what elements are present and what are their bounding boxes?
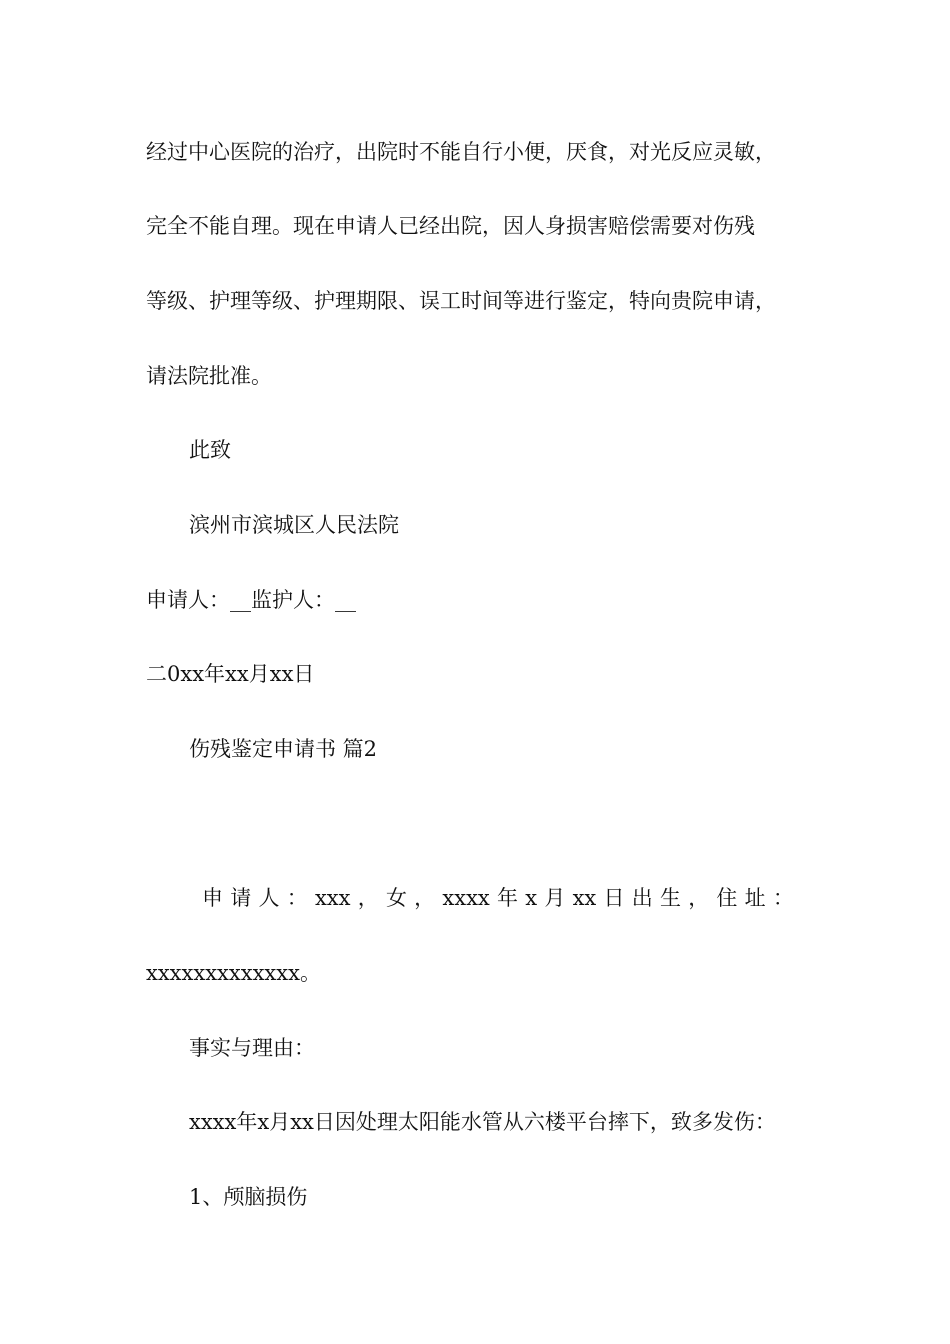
facts-heading: 事实与理由： <box>189 1036 315 1060</box>
applicant-token: 日 <box>603 886 625 910</box>
address-line: xxxxxxxxxxxxx。 <box>146 961 321 985</box>
date-line: 二0xx年xx月xx日 <box>146 662 315 686</box>
salutation: 此致 <box>189 438 231 462</box>
applicant-token: xx <box>572 886 597 910</box>
section-heading: 伤残鉴定申请书 篇2 <box>189 737 378 761</box>
applicant-token: 出 <box>631 886 653 910</box>
list-item: 1、颅脑损伤 <box>189 1185 308 1209</box>
applicant-token: 女 <box>385 886 407 910</box>
applicant-token: x <box>525 886 538 910</box>
applicant-token: ， <box>414 886 436 910</box>
applicant-token: xxxx <box>442 886 490 910</box>
applicant-token: ： <box>286 886 308 910</box>
applicant-token: ， <box>688 886 710 910</box>
applicant-token: 人 <box>258 886 280 910</box>
applicant-token: ： <box>772 886 794 910</box>
applicant-token: ， <box>357 886 379 910</box>
applicant-token: 生 <box>659 886 681 910</box>
facts-line: xxxx年x月xx日因处理太阳能水管从六楼平台摔下，致多发伤： <box>189 1110 776 1134</box>
paragraph-line: 完全不能自理。现在申请人已经出院，因人身损害赔偿需要对伤残 <box>146 214 755 238</box>
applicant-token: 月 <box>544 886 566 910</box>
applicant-token: 年 <box>497 886 519 910</box>
applicant-token: xxx <box>314 886 351 910</box>
applicant-token: 住 <box>716 886 738 910</box>
signature-line: 申请人：__监护人：__ <box>146 588 356 612</box>
applicant-line <box>202 884 794 912</box>
paragraph-line: 经过中心医院的治疗，出院时不能自行小便，厌食，对光反应灵敏， <box>146 140 776 164</box>
paragraph-line: 等级、护理等级、护理期限、误工时间等进行鉴定，特向贵院申请， <box>146 289 776 313</box>
applicant-token: 申 <box>202 886 223 910</box>
applicant-token: 址 <box>744 886 766 910</box>
paragraph-line: 请法院批准。 <box>146 364 272 388</box>
applicant-token: 请 <box>230 886 252 910</box>
court-name: 滨州市滨城区人民法院 <box>189 513 399 537</box>
